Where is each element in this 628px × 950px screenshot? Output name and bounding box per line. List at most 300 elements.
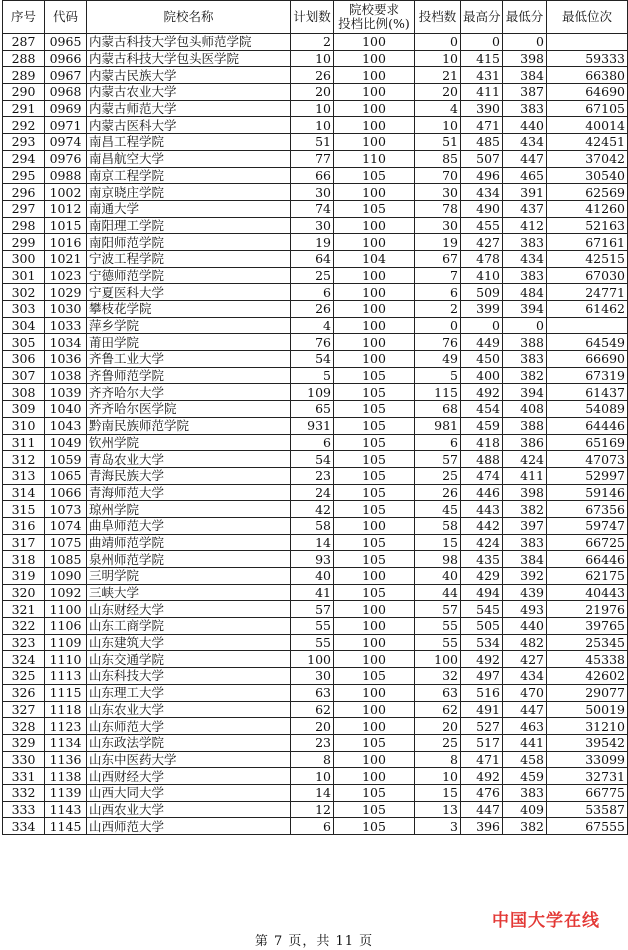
cell-admitted-count: 0 bbox=[415, 34, 461, 51]
cell-admitted-count: 78 bbox=[415, 200, 461, 217]
cell-max-score: 447 bbox=[461, 801, 503, 818]
cell-min-score: 382 bbox=[503, 818, 547, 835]
cell-min-score: 388 bbox=[503, 334, 547, 351]
cell-school-name: 内蒙古科技大学包头医学院 bbox=[87, 50, 291, 67]
cell-admitted-count: 20 bbox=[415, 718, 461, 735]
table-row bbox=[3, 117, 628, 134]
cell-min-score: 470 bbox=[503, 684, 547, 701]
cell-school-name: 山东理工大学 bbox=[87, 684, 291, 701]
cell-code: 0988 bbox=[45, 167, 87, 184]
cell-plan-count: 10 bbox=[291, 768, 334, 785]
cell-index: 289 bbox=[3, 67, 45, 84]
cell-min-rank: 54089 bbox=[547, 401, 628, 418]
cell-plan-count: 93 bbox=[291, 551, 334, 568]
table-row bbox=[3, 484, 628, 501]
cell-ratio: 105 bbox=[334, 534, 415, 551]
cell-admitted-count: 10 bbox=[415, 768, 461, 785]
cell-ratio: 100 bbox=[334, 317, 415, 334]
cell-school-name: 南昌工程学院 bbox=[87, 134, 291, 151]
cell-index: 324 bbox=[3, 651, 45, 668]
cell-max-score: 497 bbox=[461, 668, 503, 685]
cell-index: 305 bbox=[3, 334, 45, 351]
cell-code: 1059 bbox=[45, 451, 87, 468]
cell-plan-count: 24 bbox=[291, 484, 334, 501]
cell-code: 1143 bbox=[45, 801, 87, 818]
table-row bbox=[3, 184, 628, 201]
cell-index: 317 bbox=[3, 534, 45, 551]
cell-plan-count: 6 bbox=[291, 284, 334, 301]
table-row bbox=[3, 784, 628, 801]
table-body bbox=[3, 34, 628, 835]
cell-plan-count: 100 bbox=[291, 651, 334, 668]
cell-min-rank: 37042 bbox=[547, 150, 628, 167]
cell-school-name: 南阳理工学院 bbox=[87, 217, 291, 234]
cell-code: 1100 bbox=[45, 601, 87, 618]
cell-admitted-count: 70 bbox=[415, 167, 461, 184]
cell-max-score: 478 bbox=[461, 250, 503, 267]
table-row bbox=[3, 367, 628, 384]
cell-min-score: 397 bbox=[503, 517, 547, 534]
cell-min-rank: 45338 bbox=[547, 651, 628, 668]
cell-admitted-count: 30 bbox=[415, 217, 461, 234]
cell-code: 1065 bbox=[45, 467, 87, 484]
cell-code: 1106 bbox=[45, 618, 87, 635]
cell-admitted-count: 45 bbox=[415, 501, 461, 518]
cell-plan-count: 12 bbox=[291, 801, 334, 818]
cell-school-name: 山西大同大学 bbox=[87, 784, 291, 801]
cell-ratio: 100 bbox=[334, 634, 415, 651]
cell-min-score: 0 bbox=[503, 34, 547, 51]
table-row bbox=[3, 517, 628, 534]
cell-plan-count: 58 bbox=[291, 517, 334, 534]
cell-ratio: 100 bbox=[334, 334, 415, 351]
cell-plan-count: 10 bbox=[291, 117, 334, 134]
cell-index: 319 bbox=[3, 568, 45, 585]
cell-index: 316 bbox=[3, 517, 45, 534]
cell-min-rank: 39542 bbox=[547, 734, 628, 751]
cell-admitted-count: 15 bbox=[415, 534, 461, 551]
cell-max-score: 496 bbox=[461, 167, 503, 184]
cell-min-rank: 42515 bbox=[547, 250, 628, 267]
cell-index: 304 bbox=[3, 317, 45, 334]
cell-min-rank: 65169 bbox=[547, 434, 628, 451]
cell-code: 1043 bbox=[45, 417, 87, 434]
cell-index: 296 bbox=[3, 184, 45, 201]
cell-ratio: 100 bbox=[334, 351, 415, 368]
cell-code: 1012 bbox=[45, 200, 87, 217]
cell-admitted-count: 100 bbox=[415, 651, 461, 668]
cell-max-score: 454 bbox=[461, 401, 503, 418]
cell-school-name: 宁德师范学院 bbox=[87, 267, 291, 284]
cell-min-rank: 24771 bbox=[547, 284, 628, 301]
cell-max-score: 534 bbox=[461, 634, 503, 651]
cell-min-score: 384 bbox=[503, 67, 547, 84]
cell-min-score: 394 bbox=[503, 301, 547, 318]
cell-ratio: 100 bbox=[334, 684, 415, 701]
cell-max-score: 516 bbox=[461, 684, 503, 701]
cell-ratio: 105 bbox=[334, 434, 415, 451]
cell-school-name: 曲靖师范学院 bbox=[87, 534, 291, 551]
cell-max-score: 485 bbox=[461, 134, 503, 151]
cell-max-score: 399 bbox=[461, 301, 503, 318]
cell-max-score: 450 bbox=[461, 351, 503, 368]
cell-index: 320 bbox=[3, 584, 45, 601]
page-footer: 第 7 页，共 11 页 bbox=[254, 934, 374, 949]
cell-plan-count: 51 bbox=[291, 134, 334, 151]
cell-ratio: 100 bbox=[334, 234, 415, 251]
header-row bbox=[3, 1, 628, 34]
cell-school-name: 攀枝花学院 bbox=[87, 301, 291, 318]
cell-min-score: 459 bbox=[503, 768, 547, 785]
cell-min-score: 382 bbox=[503, 501, 547, 518]
table-row bbox=[3, 67, 628, 84]
cell-school-name: 南通大学 bbox=[87, 200, 291, 217]
cell-min-rank: 52997 bbox=[547, 467, 628, 484]
cell-code: 1134 bbox=[45, 734, 87, 751]
table-row bbox=[3, 334, 628, 351]
cell-min-rank: 21976 bbox=[547, 601, 628, 618]
cell-max-score: 434 bbox=[461, 184, 503, 201]
admission-table bbox=[2, 0, 628, 835]
cell-min-rank: 39765 bbox=[547, 618, 628, 635]
cell-code: 1036 bbox=[45, 351, 87, 368]
cell-min-rank: 50019 bbox=[547, 701, 628, 718]
cell-min-rank: 33099 bbox=[547, 751, 628, 768]
cell-school-name: 泉州师范学院 bbox=[87, 551, 291, 568]
cell-admitted-count: 6 bbox=[415, 434, 461, 451]
cell-admitted-count: 981 bbox=[415, 417, 461, 434]
cell-plan-count: 65 bbox=[291, 401, 334, 418]
cell-plan-count: 30 bbox=[291, 668, 334, 685]
cell-ratio: 100 bbox=[334, 651, 415, 668]
cell-min-rank: 66446 bbox=[547, 551, 628, 568]
cell-admitted-count: 98 bbox=[415, 551, 461, 568]
cell-code: 1123 bbox=[45, 718, 87, 735]
cell-min-rank: 41260 bbox=[547, 200, 628, 217]
cell-school-name: 曲阜师范大学 bbox=[87, 517, 291, 534]
cell-min-rank: 64690 bbox=[547, 84, 628, 101]
cell-min-rank: 61437 bbox=[547, 384, 628, 401]
cell-admitted-count: 20 bbox=[415, 84, 461, 101]
cell-index: 307 bbox=[3, 367, 45, 384]
cell-admitted-count: 30 bbox=[415, 184, 461, 201]
cell-ratio: 100 bbox=[334, 618, 415, 635]
cell-ratio: 100 bbox=[334, 267, 415, 284]
cell-max-score: 492 bbox=[461, 651, 503, 668]
table-row bbox=[3, 434, 628, 451]
cell-max-score: 411 bbox=[461, 84, 503, 101]
cell-min-rank bbox=[547, 317, 628, 334]
cell-index: 298 bbox=[3, 217, 45, 234]
cell-admitted-count: 8 bbox=[415, 751, 461, 768]
cell-plan-count: 109 bbox=[291, 384, 334, 401]
cell-max-score: 471 bbox=[461, 117, 503, 134]
cell-min-rank: 61462 bbox=[547, 301, 628, 318]
cell-min-score: 382 bbox=[503, 367, 547, 384]
cell-ratio: 105 bbox=[334, 384, 415, 401]
cell-plan-count: 42 bbox=[291, 501, 334, 518]
cell-plan-count: 8 bbox=[291, 751, 334, 768]
cell-ratio: 110 bbox=[334, 150, 415, 167]
header-min-score: 最低分 bbox=[503, 1, 547, 34]
cell-code: 0968 bbox=[45, 84, 87, 101]
cell-ratio: 100 bbox=[334, 301, 415, 318]
cell-ratio: 100 bbox=[334, 568, 415, 585]
cell-min-rank: 52163 bbox=[547, 217, 628, 234]
cell-index: 308 bbox=[3, 384, 45, 401]
cell-index: 301 bbox=[3, 267, 45, 284]
cell-plan-count: 14 bbox=[291, 534, 334, 551]
cell-plan-count: 26 bbox=[291, 67, 334, 84]
cell-ratio: 100 bbox=[334, 768, 415, 785]
cell-min-score: 383 bbox=[503, 100, 547, 117]
cell-plan-count: 2 bbox=[291, 34, 334, 51]
cell-ratio: 100 bbox=[334, 34, 415, 51]
cell-code: 1073 bbox=[45, 501, 87, 518]
cell-plan-count: 55 bbox=[291, 634, 334, 651]
table-row bbox=[3, 50, 628, 67]
cell-plan-count: 20 bbox=[291, 718, 334, 735]
table-row bbox=[3, 534, 628, 551]
header-plan-count: 计划数 bbox=[291, 1, 334, 34]
cell-code: 1139 bbox=[45, 784, 87, 801]
cell-min-score: 440 bbox=[503, 117, 547, 134]
cell-index: 315 bbox=[3, 501, 45, 518]
cell-plan-count: 23 bbox=[291, 467, 334, 484]
cell-school-name: 山东师范大学 bbox=[87, 718, 291, 735]
cell-code: 1118 bbox=[45, 701, 87, 718]
cell-min-score: 441 bbox=[503, 734, 547, 751]
header-max-score: 最高分 bbox=[461, 1, 503, 34]
cell-code: 1110 bbox=[45, 651, 87, 668]
cell-index: 292 bbox=[3, 117, 45, 134]
cell-max-score: 431 bbox=[461, 67, 503, 84]
cell-min-rank: 66725 bbox=[547, 534, 628, 551]
cell-school-name: 钦州学院 bbox=[87, 434, 291, 451]
cell-index: 323 bbox=[3, 634, 45, 651]
cell-max-score: 490 bbox=[461, 200, 503, 217]
cell-school-name: 山东中医药大学 bbox=[87, 751, 291, 768]
cell-index: 314 bbox=[3, 484, 45, 501]
table-row bbox=[3, 84, 628, 101]
table-row bbox=[3, 234, 628, 251]
cell-school-name: 青海民族大学 bbox=[87, 467, 291, 484]
cell-code: 1138 bbox=[45, 768, 87, 785]
cell-min-rank: 67356 bbox=[547, 501, 628, 518]
cell-min-score: 408 bbox=[503, 401, 547, 418]
cell-max-score: 488 bbox=[461, 451, 503, 468]
table-row bbox=[3, 217, 628, 234]
cell-min-rank: 40443 bbox=[547, 584, 628, 601]
cell-min-rank: 66690 bbox=[547, 351, 628, 368]
cell-max-score: 505 bbox=[461, 618, 503, 635]
cell-plan-count: 30 bbox=[291, 217, 334, 234]
cell-min-rank: 62175 bbox=[547, 568, 628, 585]
cell-ratio: 105 bbox=[334, 484, 415, 501]
cell-index: 300 bbox=[3, 250, 45, 267]
cell-school-name: 三明学院 bbox=[87, 568, 291, 585]
cell-index: 294 bbox=[3, 150, 45, 167]
table-row bbox=[3, 134, 628, 151]
cell-ratio: 100 bbox=[334, 517, 415, 534]
cell-school-name: 青海师范大学 bbox=[87, 484, 291, 501]
cell-admitted-count: 26 bbox=[415, 484, 461, 501]
cell-index: 310 bbox=[3, 417, 45, 434]
cell-min-score: 465 bbox=[503, 167, 547, 184]
cell-max-score: 459 bbox=[461, 417, 503, 434]
cell-min-score: 447 bbox=[503, 150, 547, 167]
cell-max-score: 449 bbox=[461, 334, 503, 351]
table-row bbox=[3, 501, 628, 518]
table-row bbox=[3, 701, 628, 718]
cell-index: 303 bbox=[3, 301, 45, 318]
cell-school-name: 山西农业大学 bbox=[87, 801, 291, 818]
cell-min-score: 384 bbox=[503, 551, 547, 568]
cell-school-name: 山东财经大学 bbox=[87, 601, 291, 618]
cell-plan-count: 41 bbox=[291, 584, 334, 601]
cell-max-score: 427 bbox=[461, 234, 503, 251]
cell-admitted-count: 68 bbox=[415, 401, 461, 418]
cell-admitted-count: 15 bbox=[415, 784, 461, 801]
cell-min-score: 383 bbox=[503, 351, 547, 368]
cell-ratio: 105 bbox=[334, 801, 415, 818]
cell-min-rank: 59333 bbox=[547, 50, 628, 67]
cell-ratio: 105 bbox=[334, 417, 415, 434]
table-row bbox=[3, 401, 628, 418]
cell-ratio: 100 bbox=[334, 134, 415, 151]
table-row bbox=[3, 100, 628, 117]
cell-min-rank: 66380 bbox=[547, 67, 628, 84]
cell-min-rank: 47073 bbox=[547, 451, 628, 468]
cell-admitted-count: 4 bbox=[415, 100, 461, 117]
cell-ratio: 100 bbox=[334, 84, 415, 101]
table-row bbox=[3, 718, 628, 735]
cell-index: 291 bbox=[3, 100, 45, 117]
cell-min-score: 458 bbox=[503, 751, 547, 768]
cell-admitted-count: 5 bbox=[415, 367, 461, 384]
table-row bbox=[3, 34, 628, 51]
cell-school-name: 内蒙古医科大学 bbox=[87, 117, 291, 134]
cell-min-score: 493 bbox=[503, 601, 547, 618]
cell-school-name: 琼州学院 bbox=[87, 501, 291, 518]
cell-ratio: 100 bbox=[334, 217, 415, 234]
cell-max-score: 517 bbox=[461, 734, 503, 751]
cell-max-score: 435 bbox=[461, 551, 503, 568]
cell-min-rank: 67319 bbox=[547, 367, 628, 384]
table-row bbox=[3, 384, 628, 401]
cell-admitted-count: 25 bbox=[415, 734, 461, 751]
cell-plan-count: 10 bbox=[291, 100, 334, 117]
cell-plan-count: 10 bbox=[291, 50, 334, 67]
cell-plan-count: 77 bbox=[291, 150, 334, 167]
cell-code: 1040 bbox=[45, 401, 87, 418]
cell-school-name: 齐鲁师范学院 bbox=[87, 367, 291, 384]
cell-plan-count: 54 bbox=[291, 451, 334, 468]
cell-index: 297 bbox=[3, 200, 45, 217]
cell-max-score: 471 bbox=[461, 751, 503, 768]
cell-ratio: 100 bbox=[334, 601, 415, 618]
cell-ratio: 105 bbox=[334, 200, 415, 217]
cell-min-rank: 31210 bbox=[547, 718, 628, 735]
cell-ratio: 105 bbox=[334, 818, 415, 835]
cell-code: 1029 bbox=[45, 284, 87, 301]
cell-school-name: 南京晓庄学院 bbox=[87, 184, 291, 201]
cell-max-score: 396 bbox=[461, 818, 503, 835]
cell-max-score: 415 bbox=[461, 50, 503, 67]
cell-index: 293 bbox=[3, 134, 45, 151]
cell-school-name: 山西师范大学 bbox=[87, 818, 291, 835]
cell-school-name: 齐齐哈尔大学 bbox=[87, 384, 291, 401]
header-ratio-line1: 院校要求 bbox=[348, 2, 399, 17]
cell-admitted-count: 62 bbox=[415, 701, 461, 718]
cell-code: 1136 bbox=[45, 751, 87, 768]
cell-max-score: 0 bbox=[461, 34, 503, 51]
cell-max-score: 507 bbox=[461, 150, 503, 167]
cell-plan-count: 14 bbox=[291, 784, 334, 801]
cell-code: 1090 bbox=[45, 568, 87, 585]
table-row bbox=[3, 200, 628, 217]
cell-admitted-count: 6 bbox=[415, 284, 461, 301]
table-row bbox=[3, 250, 628, 267]
cell-code: 1115 bbox=[45, 684, 87, 701]
cell-admitted-count: 25 bbox=[415, 467, 461, 484]
cell-index: 326 bbox=[3, 684, 45, 701]
cell-code: 1109 bbox=[45, 634, 87, 651]
cell-admitted-count: 3 bbox=[415, 818, 461, 835]
cell-school-name: 南京工程学院 bbox=[87, 167, 291, 184]
cell-min-rank: 64446 bbox=[547, 417, 628, 434]
cell-index: 334 bbox=[3, 818, 45, 835]
cell-ratio: 100 bbox=[334, 50, 415, 67]
table-row bbox=[3, 568, 628, 585]
table-row bbox=[3, 301, 628, 318]
cell-plan-count: 30 bbox=[291, 184, 334, 201]
cell-plan-count: 66 bbox=[291, 167, 334, 184]
cell-index: 309 bbox=[3, 401, 45, 418]
cell-min-rank: 67555 bbox=[547, 818, 628, 835]
cell-min-score: 0 bbox=[503, 317, 547, 334]
cell-code: 1030 bbox=[45, 301, 87, 318]
cell-min-rank bbox=[547, 34, 628, 51]
cell-school-name: 三峡大学 bbox=[87, 584, 291, 601]
cell-code: 0967 bbox=[45, 67, 87, 84]
cell-admitted-count: 2 bbox=[415, 301, 461, 318]
cell-plan-count: 23 bbox=[291, 734, 334, 751]
cell-index: 313 bbox=[3, 467, 45, 484]
cell-school-name: 南阳师范学院 bbox=[87, 234, 291, 251]
cell-code: 0974 bbox=[45, 134, 87, 151]
cell-max-score: 424 bbox=[461, 534, 503, 551]
cell-min-score: 434 bbox=[503, 250, 547, 267]
cell-ratio: 100 bbox=[334, 117, 415, 134]
cell-school-name: 山东建筑大学 bbox=[87, 634, 291, 651]
table-row bbox=[3, 801, 628, 818]
cell-plan-count: 64 bbox=[291, 250, 334, 267]
cell-code: 1016 bbox=[45, 234, 87, 251]
cell-min-score: 409 bbox=[503, 801, 547, 818]
cell-max-score: 527 bbox=[461, 718, 503, 735]
cell-code: 1066 bbox=[45, 484, 87, 501]
admission-table-sheet bbox=[2, 0, 627, 835]
cell-plan-count: 26 bbox=[291, 301, 334, 318]
cell-plan-count: 62 bbox=[291, 701, 334, 718]
cell-max-score: 443 bbox=[461, 501, 503, 518]
cell-code: 0969 bbox=[45, 100, 87, 117]
cell-school-name: 内蒙古农业大学 bbox=[87, 84, 291, 101]
cell-code: 1075 bbox=[45, 534, 87, 551]
cell-admitted-count: 76 bbox=[415, 334, 461, 351]
cell-ratio: 100 bbox=[334, 701, 415, 718]
